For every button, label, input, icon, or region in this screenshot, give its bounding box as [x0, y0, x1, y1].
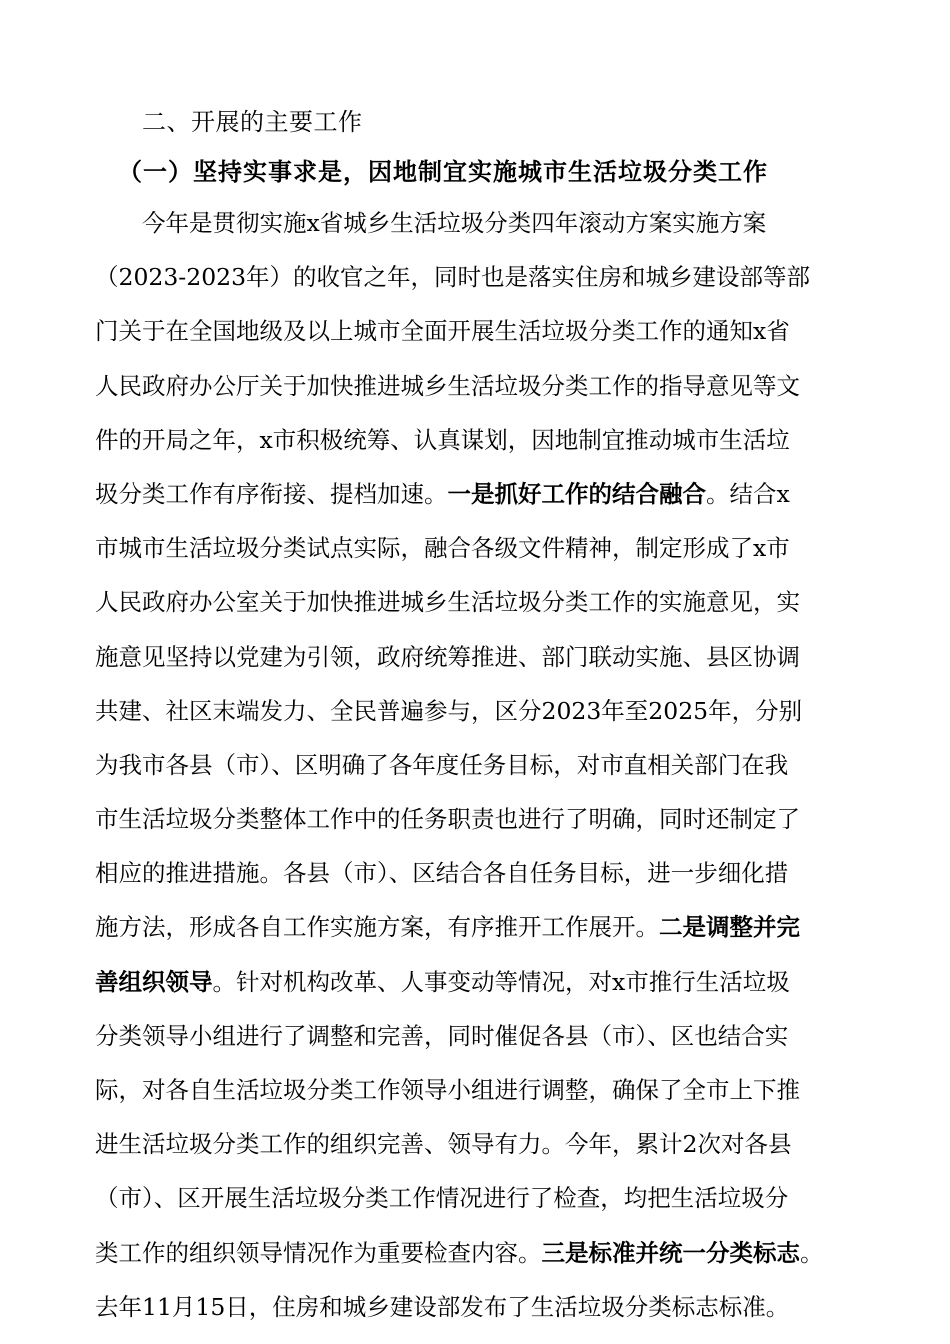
text-run: 施意见坚持以党建为引领，政府统筹推进、部门联动实施、县区协调 — [95, 642, 800, 671]
text-run: 共建、社区末端发力、全民普遍参与，区分2023年至2025年，分别 — [95, 696, 803, 725]
bold-text-run: 善组织领导 — [95, 967, 213, 996]
text-line — [95, 250, 865, 304]
text-line — [95, 521, 865, 575]
text-line — [95, 467, 865, 521]
text-line — [95, 575, 865, 629]
text-line — [95, 1280, 865, 1334]
text-line — [95, 1226, 865, 1280]
text-run: 进生活垃圾分类工作的组织完善、领导有力。今年，累计2次对各县 — [95, 1130, 792, 1159]
text-line — [95, 738, 865, 792]
text-run: （2023-2023年）的收官之年，同时也是落实住房和城乡建设部等部 — [95, 263, 811, 292]
text-run: 。 — [800, 1238, 824, 1267]
text-line — [95, 900, 865, 954]
text-run: 今年是贯彻实施x省城乡生活垃圾分类四年滚动方案实施方案 — [95, 209, 767, 237]
body-paragraph — [95, 196, 865, 1334]
text-run: 际，对各自生活垃圾分类工作领导小组进行调整，确保了全市上下推 — [95, 1076, 800, 1104]
text-run: 人民政府办公室关于加快推进城乡生活垃圾分类工作的实施意见，实 — [95, 588, 800, 617]
text-run: 门关于在全国地级及以上城市全面开展生活垃圾分类工作的通知x省 — [95, 317, 790, 346]
text-run: 分类领导小组进行了调整和完善，同时催促各县（市）、区也结合实 — [95, 1021, 789, 1050]
text-line — [95, 304, 865, 358]
text-line — [95, 413, 865, 467]
text-run: 人民政府办公厅关于加快推进城乡生活垃圾分类工作的指导意见等文 — [95, 371, 800, 400]
text-line — [95, 846, 865, 900]
subsection-heading: （一）坚持实事求是，因地制宜实施城市生活垃圾分类工作 — [118, 158, 768, 186]
bold-text-run: 三是标准并统一分类标志 — [541, 1238, 800, 1267]
text-run: 件的开局之年，x市积极统筹、认真谋划，因地制宜推动城市生活垃 — [95, 425, 790, 454]
section-heading: 二、开展的主要工作 — [142, 108, 363, 136]
text-line — [95, 955, 865, 1009]
text-run: （市）、区开展生活垃圾分类工作情况进行了检查，均把生活垃圾分 — [95, 1184, 789, 1213]
text-line — [95, 630, 865, 684]
text-run: 圾分类工作有序衔接、提档加速。 — [95, 479, 448, 508]
text-line — [95, 196, 865, 250]
bold-text-run: 二是调整并完 — [659, 913, 800, 942]
text-run: 去年11月15日，住房和城乡建设部发布了生活垃圾分类标志标准。 — [95, 1292, 790, 1321]
text-line — [95, 359, 865, 413]
text-run: 类工作的组织领导情况作为重要检查内容。 — [95, 1238, 542, 1267]
text-line — [95, 1009, 865, 1063]
text-line — [95, 1117, 865, 1171]
text-line — [95, 684, 865, 738]
text-run: 。结合x — [706, 479, 790, 508]
text-run: 相应的推进措施。各县（市）、区结合各自任务目标，进一步细化措 — [95, 859, 789, 888]
text-line — [95, 1171, 865, 1225]
text-run: 市城市生活垃圾分类试点实际，融合各级文件精神，制定形成了x市 — [95, 534, 790, 563]
text-line — [95, 1063, 865, 1117]
text-run: 。针对机构改革、人事变动等情况，对x市推行生活垃圾 — [212, 967, 790, 996]
text-run: 为我市各县（市）、区明确了各年度任务目标，对市直相关部门在我 — [95, 750, 789, 779]
text-line — [95, 792, 865, 846]
text-run: 施方法，形成各自工作实施方案，有序推开工作展开。 — [95, 913, 659, 942]
bold-text-run: 一是抓好工作的结合融合 — [447, 479, 706, 508]
text-run: 市生活垃圾分类整体工作中的任务职责也进行了明确，同时还制定了 — [95, 805, 800, 834]
